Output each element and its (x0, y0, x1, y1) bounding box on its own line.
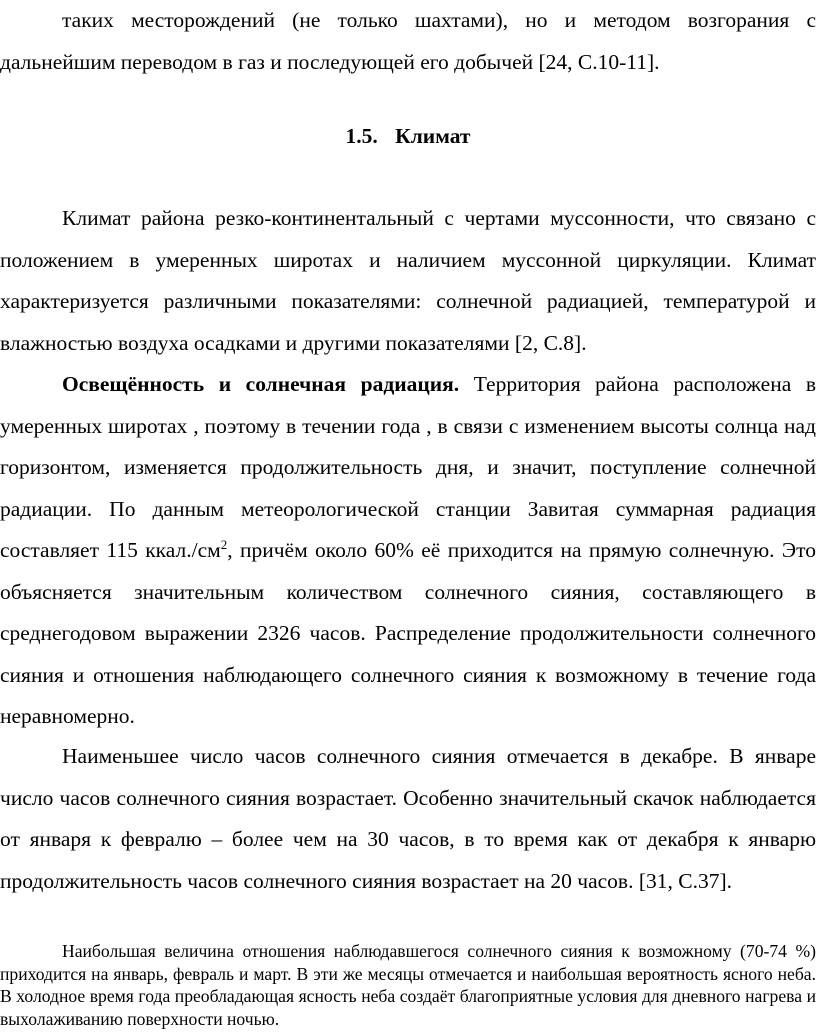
paragraph-intro (0, 0, 816, 83)
paragraph-radiation-text-b: , причём около 60% её приходится на прямую солнечную. Это объясняется значительным количеством солнечного сияния, составляющего в среднегодовом выражении 2326 часов. Распределение продолжительности солнечного сияния и отношения наблюдающего солнечного сияния к возможному в течение года неравномерно. (0, 538, 816, 728)
paragraph-intro-line2: дальнейшим переводом в газ и последующей его добычей [24, С.10-11]. (0, 49, 660, 74)
superscript-exponent: 2 (220, 536, 228, 552)
paragraph-intro-line1: таких месторождений (не только шахтами), но и методом возгорания с (62, 8, 816, 32)
section-title: Климат (395, 124, 471, 148)
section-number: 1.5. (345, 124, 378, 148)
paragraph-radiation-lead: Освещённость и солнечная радиация. (62, 372, 460, 396)
section-heading (0, 116, 816, 158)
paragraph-climate: Климат района резко-континентальный с чертами муссонности, что связано с положением в умеренных широтах и наличием муссонной циркуляции. Климат характеризуется различными показателями: солнечной радиацией, температурой и влажностью воздуха осадками и другими показателями [2, С.8]. (0, 206, 816, 355)
paragraph-small-print: Наибольшая величина отношения наблюдавшегося солнечного сияния к возможному (70-74 %) приходится на январь, февраль и март. В эти же месяцы отмечается и наибольшая вероятность ясного неба. В холодное время года преобладающая ясность неба создаёт благоприятные условия для дневного нагрева и выхолаживанию поверхности ночью. (0, 941, 816, 1029)
paragraph-radiation (0, 364, 816, 738)
paragraph-radiation-text-a: Территория района расположена в умеренных широтах , поэтому в течении года , в связи с изменением высоты солнца над горизонтом, изменяется продолжительность дня, и значит, поступление солнечной радиации. По данным метеорологической станции Завитая суммарная радиация составляет 115 ккал./см (0, 372, 816, 562)
paragraph-sunshine-hours: Наименьшее число часов солнечного сияния отмечается в декабре. В январе число часов солнечного сияния возрастает. Особенно значительный скачок наблюдается от января к февралю – более чем на 30 часов, в то время как от декабря к январю продолжительность часов солнечного сияния возрастает на 20 часов. [31, С.37]. (0, 744, 816, 893)
